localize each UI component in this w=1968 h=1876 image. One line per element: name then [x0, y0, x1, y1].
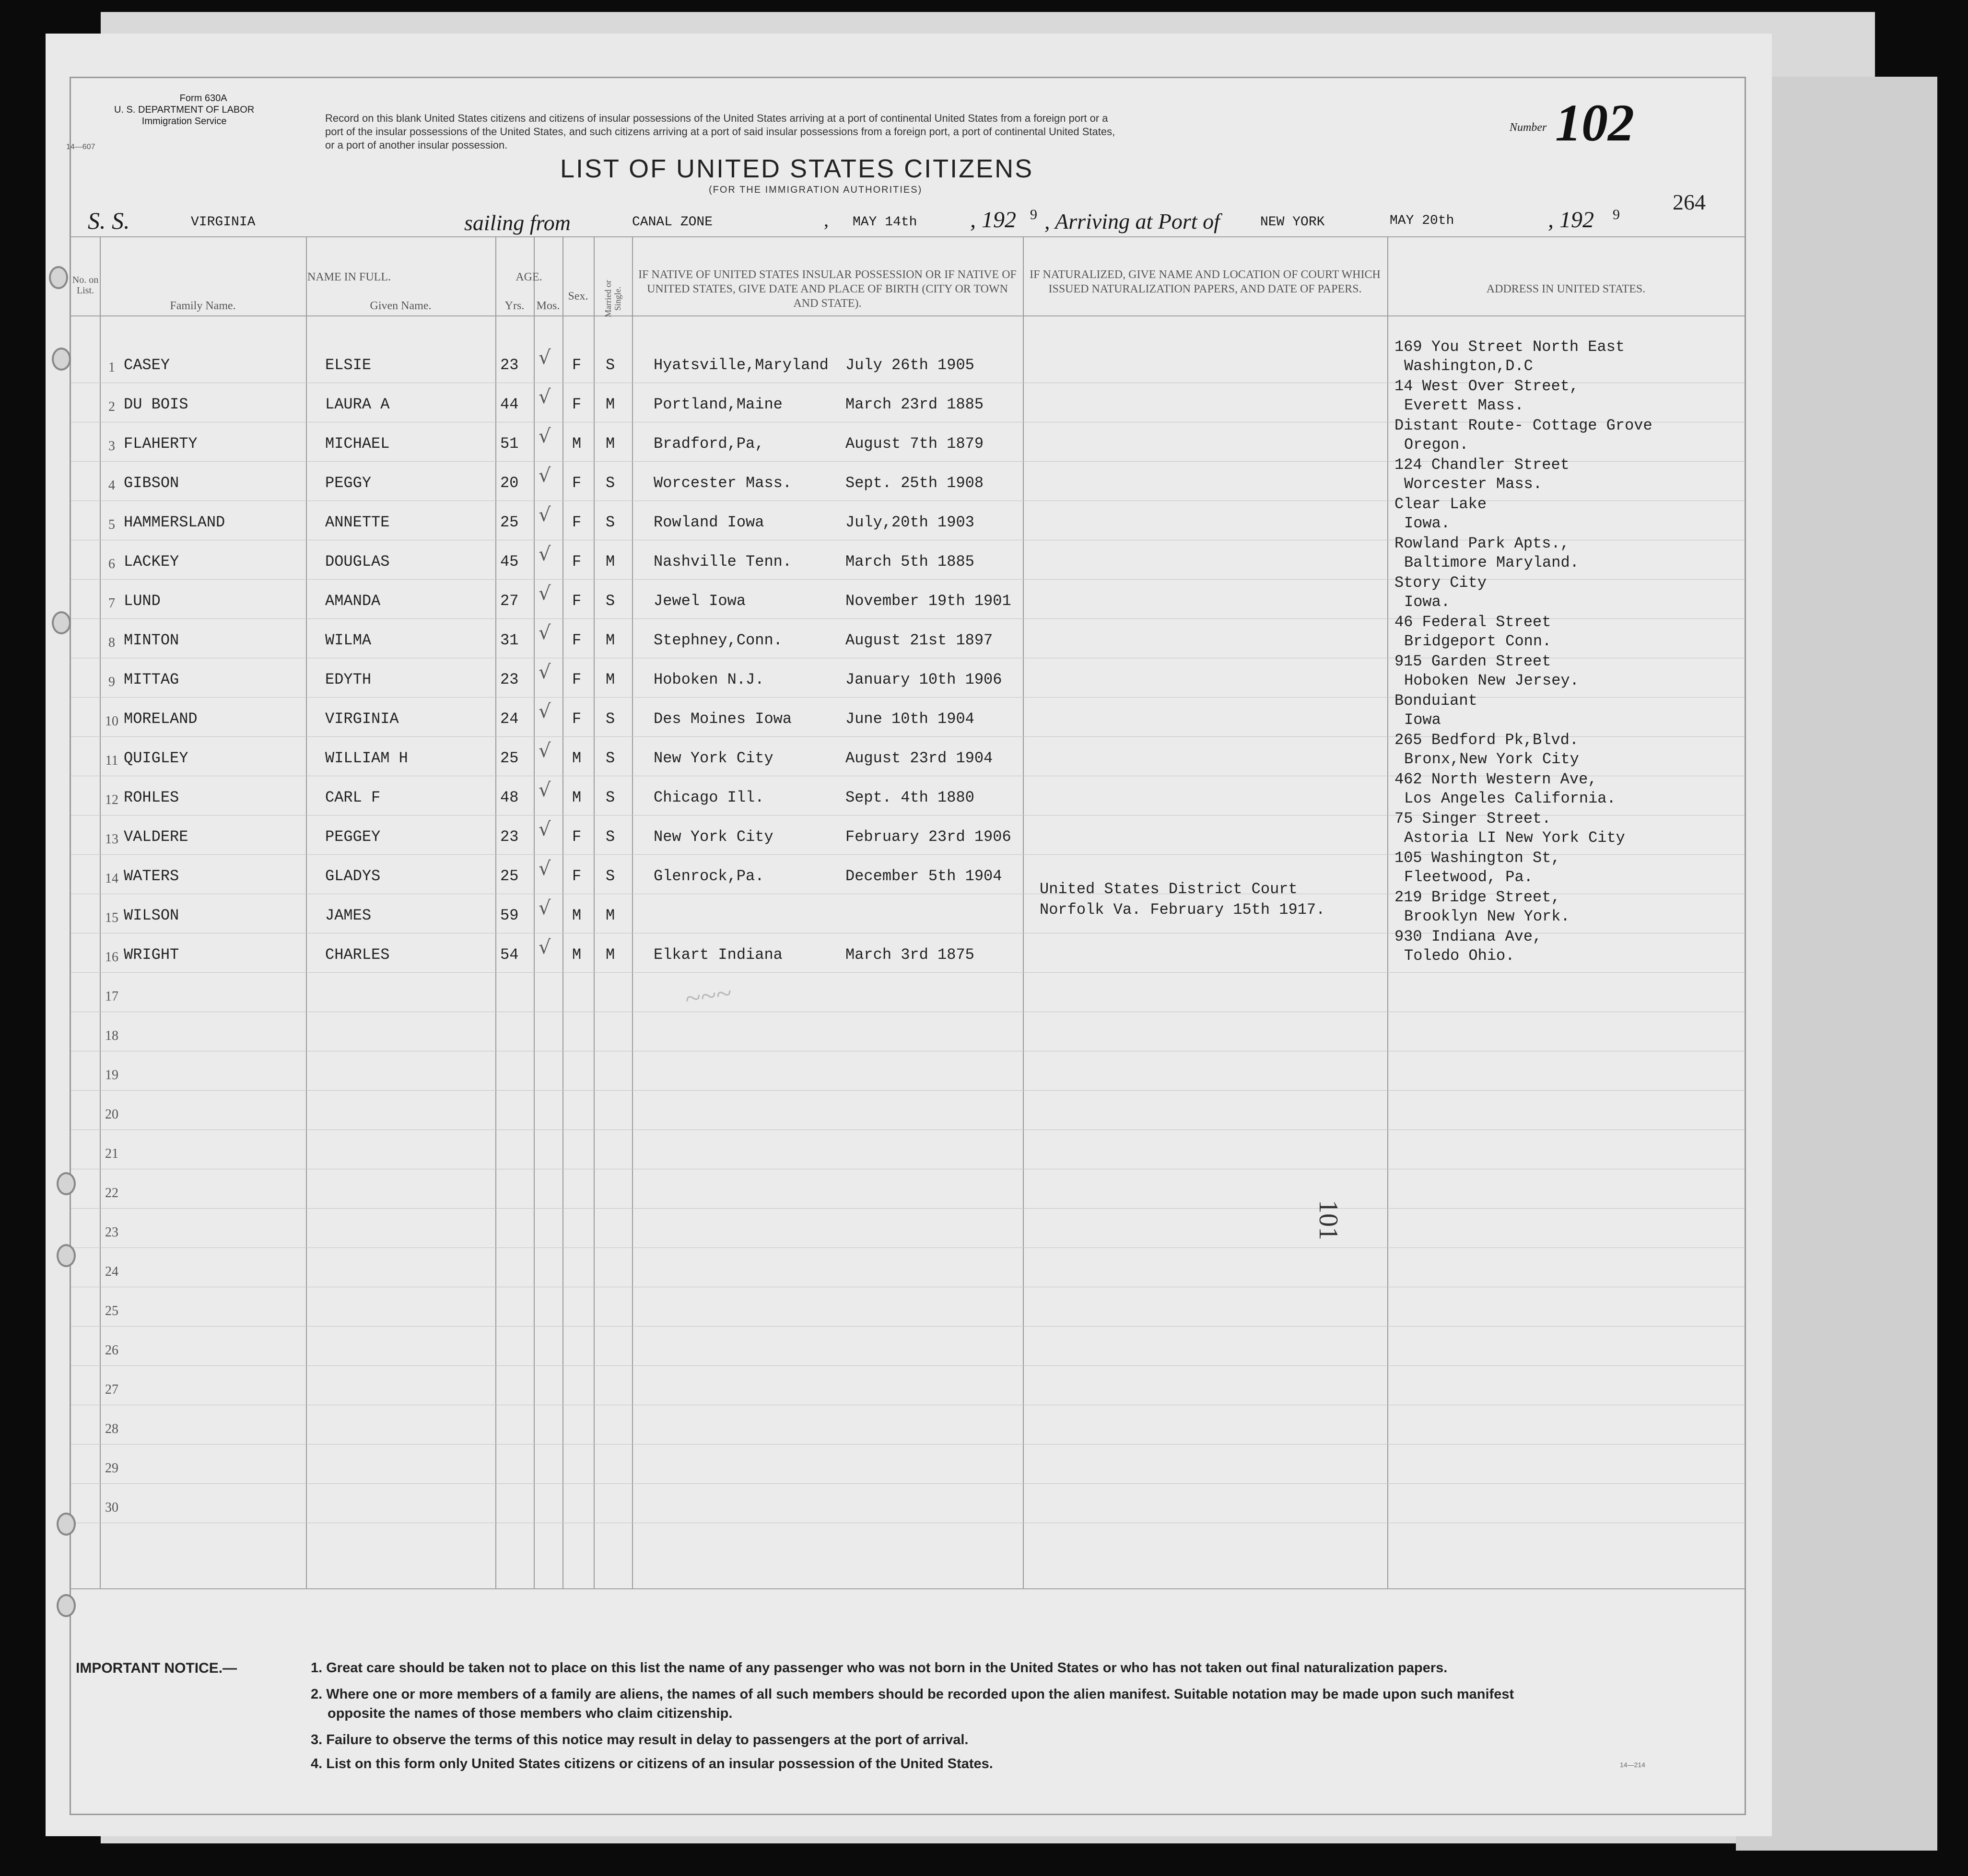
- given-name: DOUGLAS: [325, 553, 390, 571]
- row-number: 5: [108, 517, 115, 532]
- age-years: 24: [500, 710, 519, 728]
- col-rule: [594, 236, 595, 1588]
- marital-status: M: [606, 396, 615, 413]
- marital-status: S: [606, 828, 615, 846]
- age-years: 20: [500, 474, 519, 492]
- address-line-2: Iowa.: [1404, 593, 1451, 611]
- sex: F: [572, 396, 582, 413]
- sex: M: [572, 907, 582, 924]
- birth-place: Des Moines Iowa: [654, 710, 792, 728]
- row-number: 25: [105, 1304, 118, 1318]
- address-line-1: 915 Garden Street: [1394, 653, 1551, 670]
- row-number: 12: [105, 792, 118, 807]
- row-rule: [71, 1208, 1745, 1209]
- birth-place: Worcester Mass.: [654, 474, 792, 492]
- address-line-2: Toledo Ohio.: [1404, 947, 1515, 965]
- comma-mark: ,: [824, 209, 829, 231]
- birth-place: Hoboken N.J.: [654, 671, 764, 688]
- address-line-1: 14 West Over Street,: [1394, 377, 1579, 395]
- col-header-yrs: Yrs.: [504, 300, 525, 312]
- address-line-2: Brooklyn New York.: [1404, 908, 1570, 925]
- given-name: PEGGEY: [325, 828, 381, 846]
- address-line-1: Rowland Park Apts.,: [1394, 535, 1570, 552]
- form-id-block: [114, 93, 254, 127]
- given-name: JAMES: [325, 907, 372, 924]
- checkmark: √: [539, 543, 551, 565]
- checkmark: √: [539, 386, 551, 408]
- birth-place: Jewel Iowa: [654, 592, 746, 610]
- sex: F: [572, 710, 582, 728]
- sex: F: [572, 631, 582, 649]
- age-years: 23: [500, 356, 519, 374]
- col-header-name: NAME IN FULL.: [307, 271, 391, 283]
- naturalization-date: Norfolk Va. February 15th 1917.: [1040, 901, 1325, 919]
- birth-date: Sept. 25th 1908: [845, 474, 984, 492]
- row-number: 17: [105, 989, 118, 1004]
- family-name: WILSON: [124, 907, 179, 924]
- arriving-label: , Arriving at Port of: [1044, 209, 1220, 233]
- address-line-1: Distant Route- Cottage Grove: [1394, 417, 1652, 434]
- row-number: 8: [108, 635, 115, 650]
- page-title: LIST OF UNITED STATES CITIZENS: [560, 154, 1034, 183]
- address-line-1: 265 Bedford Pk,Blvd.: [1394, 731, 1579, 749]
- checkmark: √: [539, 622, 551, 644]
- row-number: 23: [105, 1225, 118, 1240]
- family-name: WRIGHT: [124, 946, 179, 964]
- family-name: GIBSON: [124, 474, 179, 492]
- manifest-sheet: [66, 77, 1746, 1815]
- given-name: PEGGY: [325, 474, 372, 492]
- given-name: CHARLES: [325, 946, 390, 964]
- row-number: 14: [105, 871, 118, 886]
- age-years: 48: [500, 789, 519, 806]
- row-number: 24: [105, 1264, 118, 1279]
- sex: F: [572, 592, 582, 610]
- col-header-birth: IF NATIVE OF UNITED STATES INSULAR POSSESSION OR IF NATIVE OF UNITED STATES, GIVE DATE AND PLACE OF BIRTH (CITY OR TOWN AND STATE).: [638, 268, 1017, 310]
- row-number: 29: [105, 1461, 118, 1476]
- sex: M: [572, 435, 582, 453]
- address-line-1: 75 Singer Street.: [1394, 810, 1551, 827]
- family-name: QUIGLEY: [124, 749, 188, 767]
- row-number: 13: [105, 832, 118, 847]
- table-top-rule: [71, 236, 1745, 237]
- marital-status: S: [606, 513, 615, 531]
- sex: M: [572, 946, 582, 964]
- given-name: WILMA: [325, 631, 372, 649]
- birth-place: Chicago Ill.: [654, 789, 764, 806]
- sex: F: [572, 513, 582, 531]
- birth-date: July,20th 1903: [845, 513, 974, 531]
- row-number: 19: [105, 1068, 118, 1083]
- given-name: ELSIE: [325, 356, 372, 374]
- row-rule: [71, 697, 1745, 698]
- notice-item: opposite the names of those members who claim citizenship.: [328, 1706, 733, 1721]
- birth-date: March 3rd 1875: [845, 946, 974, 964]
- address-line-1: 105 Washington St,: [1394, 849, 1560, 867]
- checkmark: √: [539, 858, 551, 880]
- col-rule: [1023, 236, 1024, 1588]
- instructions: [325, 112, 1115, 152]
- given-name: GLADYS: [325, 867, 381, 885]
- notice-item: 4. List on this form only United States citizens or citizens of an insular possession of the United States.: [311, 1756, 993, 1771]
- col-rule: [306, 236, 307, 1588]
- address-line-1: 462 North Western Ave,: [1394, 770, 1597, 788]
- address-line-2: Bridgeport Conn.: [1404, 632, 1552, 650]
- birth-place: Nashville Tenn.: [654, 553, 792, 571]
- birth-date: November 19th 1901: [845, 592, 1011, 610]
- notice-item: 2. Where one or more members of a family are aliens, the names of all such members should be recorded upon the alien manifest. Suitable notation may be made upon such manifest: [311, 1687, 1514, 1702]
- from-port: CANAL ZONE: [632, 215, 713, 230]
- ss-label: S. S.: [88, 207, 130, 234]
- age-years: 25: [500, 867, 519, 885]
- punch-hole: [57, 1513, 76, 1536]
- row-rule: [71, 1365, 1745, 1366]
- address-line-2: Baltimore Maryland.: [1404, 554, 1579, 571]
- family-name: FLAHERTY: [124, 435, 198, 453]
- age-years: 31: [500, 631, 519, 649]
- address-line-2: Oregon.: [1404, 436, 1469, 454]
- sailing-label: sailing from: [464, 210, 571, 235]
- row-number: 11: [105, 753, 118, 768]
- sex: F: [572, 828, 582, 846]
- family-name: ROHLES: [124, 789, 179, 806]
- birth-place: Hyatsville,Maryland: [654, 356, 829, 374]
- address-line-2: Fleetwood, Pa.: [1404, 868, 1533, 886]
- birth-place: Rowland Iowa: [654, 513, 764, 531]
- row-rule: [71, 1090, 1745, 1091]
- age-years: 23: [500, 828, 519, 846]
- address-line-2: Worcester Mass.: [1404, 475, 1543, 493]
- birth-place: Bradford,Pa,: [654, 435, 764, 453]
- arrival-date: MAY 20th: [1390, 213, 1454, 228]
- instruction-line: or a port of another insular possession.: [325, 139, 508, 151]
- checkmark: √: [539, 936, 551, 958]
- given-name: AMANDA: [325, 592, 381, 610]
- address-line-2: Los Angeles California.: [1404, 790, 1616, 807]
- col-header-no: No. on List.: [72, 275, 99, 296]
- address-line-1: 169 You Street North East: [1394, 338, 1625, 356]
- page-subtitle: (FOR THE IMMIGRATION AUTHORITIES): [709, 185, 923, 195]
- address-line-2: Hoboken New Jersey.: [1404, 672, 1579, 689]
- row-rule: [71, 1483, 1745, 1484]
- row-rule: [71, 972, 1745, 973]
- birth-place: New York City: [654, 749, 773, 767]
- col-header-address: ADDRESS IN UNITED STATES.: [1486, 283, 1646, 295]
- address-line-1: 124 Chandler Street: [1394, 456, 1570, 474]
- row-number: 7: [108, 596, 115, 611]
- address-line-2: Astoria LI New York City: [1404, 829, 1625, 847]
- row-number: 22: [105, 1186, 118, 1200]
- checkmark: √: [539, 504, 551, 526]
- age-years: 23: [500, 671, 519, 688]
- row-number: 6: [108, 557, 115, 571]
- footer-code: 14—214: [1620, 1761, 1645, 1769]
- sex: M: [572, 789, 582, 806]
- given-name: VIRGINIA: [325, 710, 399, 728]
- address-line-1: Bonduiant: [1394, 692, 1477, 710]
- given-name: CARL F: [325, 789, 381, 806]
- row-number: 28: [105, 1422, 118, 1436]
- address-line-2: Iowa: [1404, 711, 1441, 729]
- punch-hole: [49, 266, 68, 289]
- checkmark: √: [539, 347, 551, 369]
- naturalization-court: United States District Court: [1040, 880, 1298, 898]
- col-header-mos: Mos.: [536, 300, 560, 312]
- marital-status: M: [606, 631, 615, 649]
- birth-date: August 23rd 1904: [845, 749, 993, 767]
- row-number: 2: [108, 399, 115, 414]
- birth-date: March 5th 1885: [845, 553, 974, 571]
- row-number: 1: [108, 360, 115, 375]
- given-name: MICHAEL: [325, 435, 390, 453]
- family-name: LACKEY: [124, 553, 179, 571]
- row-rule: [71, 1247, 1745, 1248]
- checkmark: √: [539, 583, 551, 605]
- birth-place: New York City: [654, 828, 773, 846]
- row-number: 30: [105, 1500, 118, 1515]
- pencil-notation: ~~~: [682, 977, 734, 1015]
- row-number: 3: [108, 439, 115, 454]
- marital-status: M: [606, 435, 615, 453]
- col-header-given: Given Name.: [370, 300, 432, 312]
- birth-date: July 26th 1905: [845, 356, 974, 374]
- marital-status: S: [606, 592, 615, 610]
- birth-date: March 23rd 1885: [845, 396, 984, 413]
- form-code: 14—607: [66, 143, 95, 151]
- col-header-naturalized: IF NATURALIZED, GIVE NAME AND LOCATION OF COURT WHICH ISSUED NATURALIZATION PAPERS, AND DATE OF PAPERS.: [1030, 268, 1381, 295]
- service-name: Immigration Service: [141, 116, 227, 127]
- page-number: 264: [1673, 190, 1706, 214]
- address-line-1: Story City: [1394, 574, 1487, 592]
- sail-date: MAY 14th: [853, 215, 917, 230]
- address-line-2: Iowa.: [1404, 514, 1451, 532]
- sex: F: [572, 356, 582, 374]
- address-line-2: Everett Mass.: [1404, 396, 1524, 414]
- header-bottom-rule: [71, 315, 1745, 316]
- department-name: U. S. DEPARTMENT OF LABOR: [114, 105, 255, 115]
- punch-hole: [57, 1594, 76, 1617]
- col-header-married: Married or Single.: [603, 280, 622, 317]
- address-line-1: 46 Federal Street: [1394, 613, 1551, 631]
- row-number: 15: [105, 910, 118, 925]
- notice-item: 1. Great care should be taken not to place on this list the name of any passenger who was not born in the United States or who has not taken out final naturalization papers.: [311, 1660, 1448, 1676]
- ship-name: VIRGINIA: [191, 215, 256, 230]
- row-number: 4: [108, 478, 115, 493]
- sail-year-digit: 9: [1030, 207, 1037, 222]
- age-years: 51: [500, 435, 519, 453]
- number-label: Number: [1510, 121, 1547, 134]
- birth-place: Glenrock,Pa.: [654, 867, 764, 885]
- row-number: 18: [105, 1028, 118, 1043]
- age-years: 25: [500, 513, 519, 531]
- age-years: 54: [500, 946, 519, 964]
- given-name: WILLIAM H: [325, 749, 408, 767]
- given-name: LAURA A: [325, 396, 390, 413]
- row-rule: [71, 579, 1745, 580]
- family-name: WATERS: [124, 867, 179, 885]
- age-years: 25: [500, 749, 519, 767]
- table-bottom-rule: [71, 1588, 1745, 1589]
- marital-status: S: [606, 474, 615, 492]
- sex: F: [572, 553, 582, 571]
- sex: M: [572, 749, 582, 767]
- row-number: 16: [105, 950, 118, 965]
- marital-status: S: [606, 356, 615, 374]
- punch-hole: [57, 1244, 76, 1267]
- given-name: EDYTH: [325, 671, 372, 688]
- family-name: MORELAND: [124, 710, 198, 728]
- address-line-1: 219 Bridge Street,: [1394, 888, 1560, 906]
- family-name: LUND: [124, 592, 161, 610]
- marital-status: M: [606, 671, 615, 688]
- address-line-1: Clear Lake: [1394, 495, 1487, 513]
- age-years: 45: [500, 553, 519, 571]
- col-header-sex: Sex.: [568, 290, 588, 303]
- family-name: CASEY: [124, 356, 170, 374]
- birth-place: Portland,Maine: [654, 396, 783, 413]
- row-rule: [71, 1326, 1745, 1327]
- arrival-year-prefix: , 192: [1548, 207, 1594, 233]
- birth-date: January 10th 1906: [845, 671, 1002, 688]
- punch-hole: [52, 611, 71, 634]
- col-rule: [632, 236, 633, 1588]
- age-years: 59: [500, 907, 519, 924]
- marital-status: S: [606, 867, 615, 885]
- family-name: HAMMERSLAND: [124, 513, 225, 531]
- marital-status: S: [606, 789, 615, 806]
- row-number: 10: [105, 714, 118, 729]
- punch-hole: [57, 1172, 76, 1195]
- col-rule: [1387, 236, 1388, 1588]
- instruction-line: port of the insular possessions of the United States, and such citizens arriving at a port of said insular possessions from a foreign port, a port of continental United States,: [325, 126, 1115, 138]
- marital-status: M: [606, 946, 615, 964]
- sail-year-prefix: , 192: [970, 207, 1016, 233]
- row-number: 27: [105, 1382, 118, 1397]
- checkmark: √: [539, 465, 551, 487]
- sex: F: [572, 671, 582, 688]
- col-rule: [495, 236, 496, 1588]
- birth-date: December 5th 1904: [845, 867, 1002, 885]
- stamp-number: 101: [1313, 1200, 1343, 1240]
- checkmark: √: [539, 661, 551, 683]
- sex: F: [572, 474, 582, 492]
- marital-status: S: [606, 749, 615, 767]
- row-number: 20: [105, 1107, 118, 1122]
- row-number: 21: [105, 1146, 118, 1161]
- row-number: 9: [108, 675, 115, 689]
- arrival-year-digit: 9: [1613, 207, 1620, 222]
- checkmark: √: [539, 779, 551, 801]
- family-name: MITTAG: [124, 671, 179, 688]
- birth-date: August 7th 1879: [845, 435, 984, 453]
- list-number: 102: [1555, 93, 1634, 152]
- notice-item: 3. Failure to observe the terms of this notice may result in delay to passengers at the port of arrival.: [311, 1732, 969, 1748]
- given-name: ANNETTE: [325, 513, 390, 531]
- marital-status: M: [606, 907, 615, 924]
- punch-hole: [52, 348, 71, 371]
- checkmark: √: [539, 897, 551, 919]
- age-years: 44: [500, 396, 519, 413]
- birth-date: February 23rd 1906: [845, 828, 1011, 846]
- arrival-port: NEW YORK: [1260, 215, 1325, 230]
- family-name: DU BOIS: [124, 396, 188, 413]
- instruction-line: Record on this blank United States citizens and citizens of insular possessions of the United States arriving at a port of continental United States from a foreign port or a: [325, 112, 1108, 124]
- sex: F: [572, 867, 582, 885]
- family-name: MINTON: [124, 631, 179, 649]
- row-rule: [71, 1444, 1745, 1445]
- address-line-2: Washington,D.C: [1404, 357, 1533, 375]
- row-number: 26: [105, 1343, 118, 1358]
- col-rule: [534, 236, 535, 1588]
- age-years: 27: [500, 592, 519, 610]
- col-header-family: Family Name.: [170, 300, 236, 312]
- form-number: Form 630A: [179, 93, 227, 104]
- birth-date: August 21st 1897: [845, 631, 993, 649]
- checkmark: √: [539, 700, 551, 722]
- birth-place: Stephney,Conn.: [654, 631, 783, 649]
- col-header-age: AGE.: [515, 271, 542, 283]
- birth-date: June 10th 1904: [845, 710, 974, 728]
- notice-label: IMPORTANT NOTICE.—: [76, 1660, 237, 1676]
- address-line-1: 930 Indiana Ave,: [1394, 928, 1542, 945]
- address-line-2: Bronx,New York City: [1404, 750, 1579, 768]
- birth-date: Sept. 4th 1880: [845, 789, 974, 806]
- checkmark: √: [539, 740, 551, 762]
- marital-status: S: [606, 710, 615, 728]
- marital-status: M: [606, 553, 615, 571]
- family-name: VALDERE: [124, 828, 188, 846]
- checkmark: √: [539, 425, 551, 447]
- checkmark: √: [539, 818, 551, 840]
- col-rule: [562, 236, 563, 1588]
- birth-place: Elkart Indiana: [654, 946, 783, 964]
